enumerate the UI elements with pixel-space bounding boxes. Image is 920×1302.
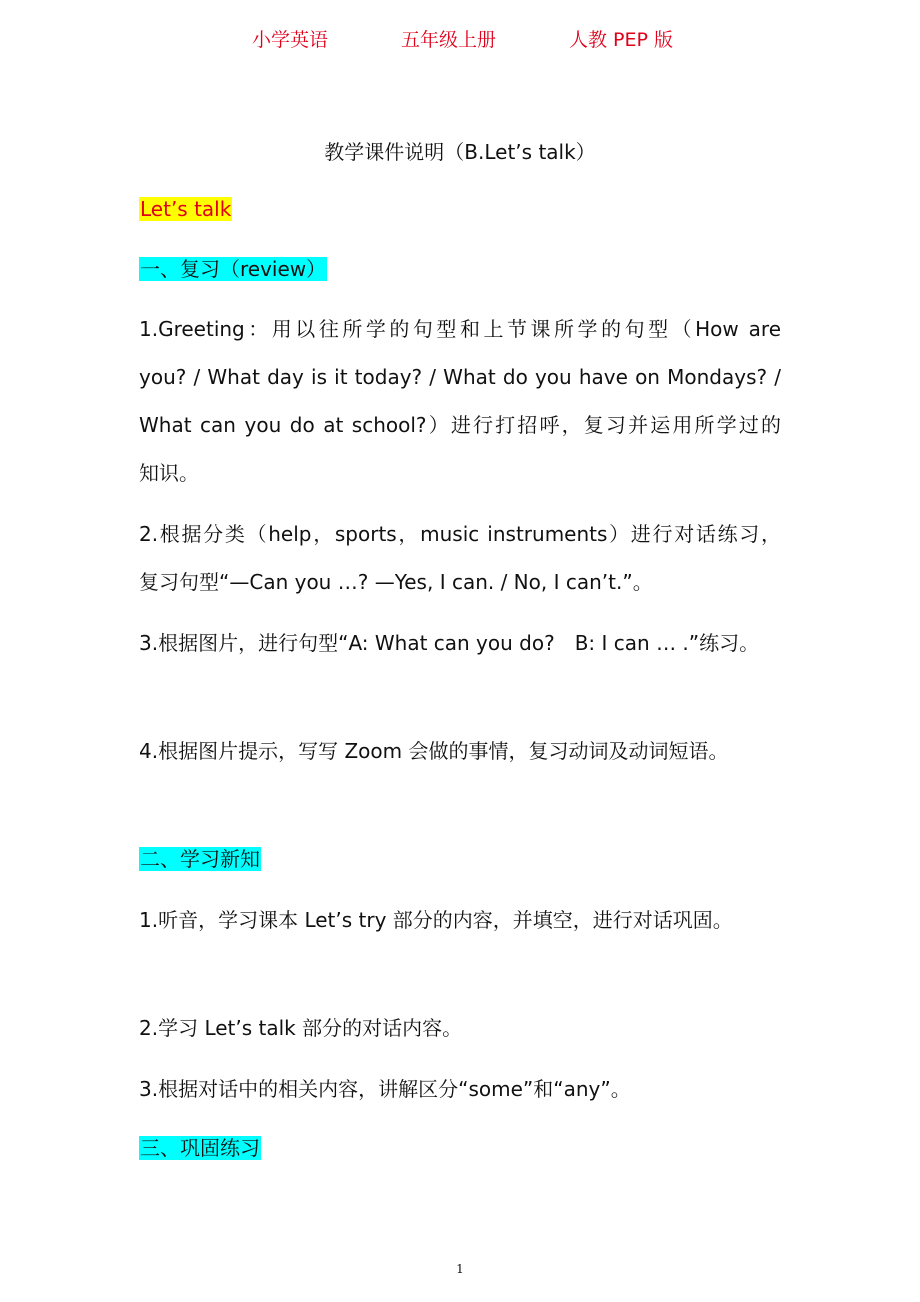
page-number: 1 <box>456 1262 464 1276</box>
header-grade: 五年级上册 <box>401 29 497 51</box>
paragraph-line: 1.听音，学习课本 Let’s try 部分的内容，并填空，进行对话巩固。 <box>139 908 733 932</box>
paragraph-line: you? / What day is it today? / What do you have on Mondays? / <box>139 365 781 389</box>
document-title: 教学课件说明（B.Let’s talk） <box>324 140 596 164</box>
paragraph-line: 2.根据分类（help，sports，music instruments）进行对话练习， <box>139 522 781 546</box>
paragraph-line: 2.学习 Let’s talk 部分的对话内容。 <box>139 1016 463 1040</box>
section-heading-new-knowledge <box>139 844 261 874</box>
header-subject: 小学英语 <box>252 29 329 51</box>
paragraph-line: 3.根据图片，进行句型“A: What can you do? B: I can … .”练习。 <box>139 631 760 655</box>
paragraph-line: 复习句型“—Can you …? —Yes, I can. / No, I can’t.”。 <box>139 570 653 594</box>
paragraph-line: 4.根据图片提示，写写 Zoom 会做的事情，复习动词及动词短语。 <box>139 739 729 763</box>
section-heading-consolidation <box>139 1133 261 1163</box>
section-heading-label: 二、学习新知 <box>140 847 260 871</box>
section-tag <box>139 194 232 224</box>
paragraph-line: 3.根据对话中的相关内容，讲解区分“some”和“any”。 <box>139 1077 631 1101</box>
header-edition: 人教 PEP 版 <box>569 29 673 51</box>
paragraph-line: 知识。 <box>139 461 199 485</box>
section-heading-review <box>139 254 327 284</box>
section-heading-label: 一、复习（review） <box>140 257 327 281</box>
paragraph-line: What can you do at school?）进行打招呼，复习并运用所学过的 <box>139 413 781 437</box>
section-tag-label: Let’s talk <box>140 197 232 221</box>
paragraph-line: 1.Greeting：用以往所学的句型和上节课所学的句型（How are <box>139 317 781 341</box>
section-heading-label: 三、巩固练习 <box>140 1136 260 1160</box>
